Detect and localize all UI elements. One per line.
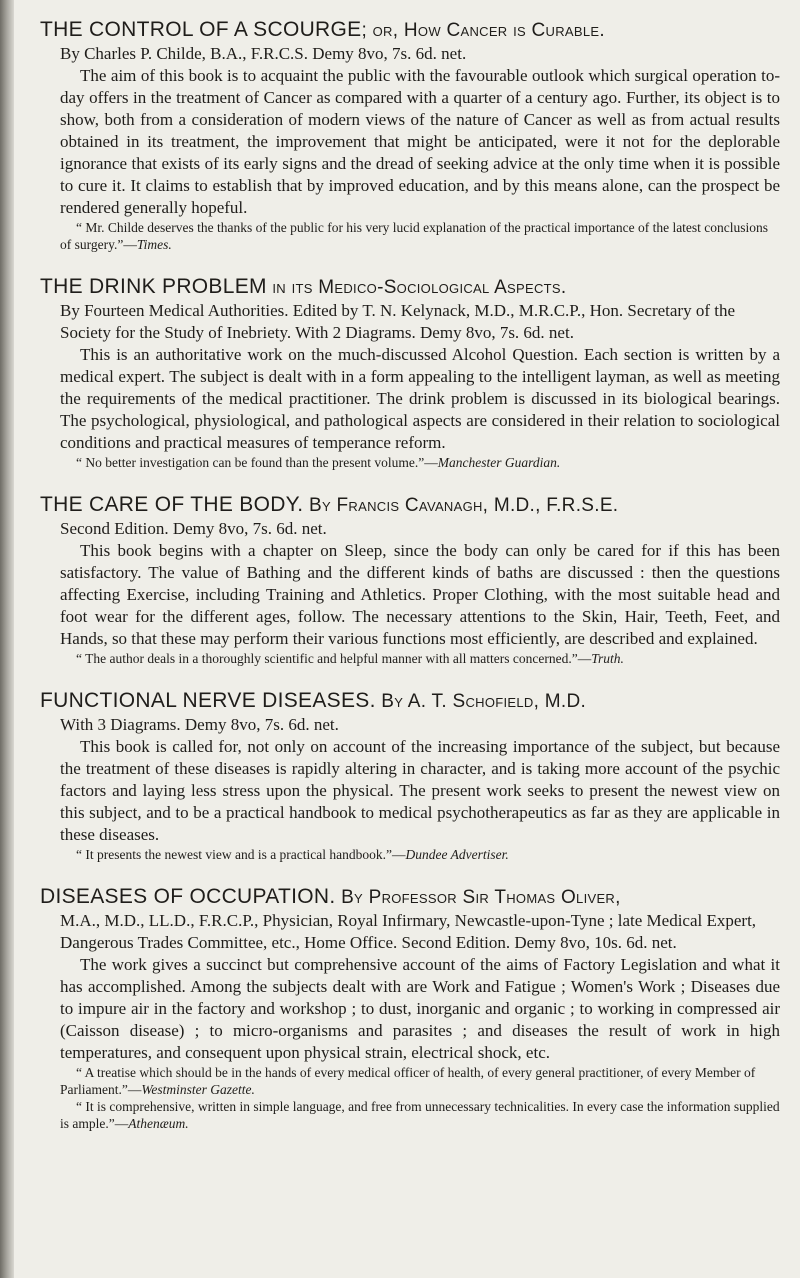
press-review [40,846,780,863]
book-heading [40,689,780,714]
book-byline: M.A., M.D., LL.D., F.R.C.P., Physician, Royal Infirmary, Newcastle-upon-Tyne ; late Medical Expert, Dangerous Trades Committee, etc., Home Office. Second Edition. Demy 8vo, 10s. 6d. net. [60,911,757,952]
book-description: The work gives a succinct but comprehensive account of the aims of Factory Legislation and what it has accomplished. Among the subjects dealt with are Work and Fatigue ; Women's Work ; Diseases due to impure air in the factory and workshop ; to dust, inorganic and organic ; to working in compressed air (Caisson disease) ; to micro-organisms and parasites ; and diseases the result of work in high temperatures, and consequent upon physical strain, electrical shock, etc. [60,955,780,1062]
book-entry-control-of-a-scourge [40,18,780,253]
press-review [40,650,780,667]
book-entry-functional-nerve-diseases [40,689,780,863]
review-quote: “ No better investigation can be found than the present volume.”— [76,455,438,470]
review-quote: “ It presents the newest view and is a practical handbook.”— [76,847,406,862]
book-author: By A. T. Schofield, M.D. [375,691,587,712]
review-source: Times. [136,237,172,252]
book-title: DISEASES OF OCCUPATION. [40,885,336,908]
book-heading [40,275,780,300]
book-heading [40,18,780,43]
review-source: Westminster Gazette. [141,1082,255,1097]
book-description: This book begins with a chapter on Sleep, since the body can only be cared for if this has been satisfactory. The value of Bathing and the different kinds of baths are discussed : then the questions affecting Exercise, including Training and Athletics. Proper Clothing, with the most suitable head and foot wear for the different ages, follow. The necessary attentions to the Skin, Hair, Teeth, Feet, and Hands, so that these may perform their various functions most efficiently, are described and explained. [60,541,780,648]
review-source: Athenæum. [128,1116,189,1131]
review-quote: “ A treatise which should be in the hands of every medical officer of health, of every general practitioner, of every Member of Parliament.”— [60,1065,756,1097]
review-source: Manchester Guardian. [437,455,561,470]
review-quote: “ The author deals in a thoroughly scientific and helpful manner with all matters concerned.”— [76,651,592,666]
book-subtitle: ; or, How Cancer is Curable. [361,20,605,41]
review-quote: “ It is comprehensive, written in simple language, and free from unnecessary technicalities. In every case the information supplied is ample.”— [60,1099,780,1131]
book-title: THE DRINK PROBLEM [40,275,267,298]
press-review [40,1098,780,1132]
book-title: THE CONTROL OF A SCOURGE [40,18,362,41]
book-entry-care-of-the-body [40,493,780,667]
book-byline: With 3 Diagrams. Demy 8vo, 7s. 6d. net. [60,715,339,734]
book-heading [40,885,780,910]
book-title: THE CARE OF THE BODY. [40,493,304,516]
book-title: FUNCTIONAL NERVE DISEASES. [40,689,376,712]
review-quote: “ Mr. Childe deserves the thanks of the public for his very lucid explanation of the practical importance of the latest conclusions of surgery.”— [60,220,769,252]
catalogue-page [40,18,780,1154]
review-source: Truth. [591,651,624,666]
book-entry-drink-problem [40,275,780,471]
press-review [40,454,780,471]
book-author: By Francis Cavanagh, M.D., F.R.S.E. [303,495,619,516]
book-byline: Second Edition. Demy 8vo, 7s. 6d. net. [60,519,327,538]
book-spine-shadow [0,0,14,1278]
book-description: The aim of this book is to acquaint the public with the favourable outlook which surgical operation to-day offers in the treatment of Cancer as compared with a quarter of a century ago. Further, its object is to show, both from a consideration of modern views of the nature of Cancer as well as from actual results obtained in its treatment, the improvement that might be anticipated, were it not for the deplorable ignorance that exists of its early signs and the dread of seeking advice at the only time when it is possible to cure it. It claims to establish that by improved education, and by this means alone, can the prospect be rendered generally hopeful. [60,66,780,217]
book-heading [40,493,780,518]
book-subtitle: in its Medico-Sociological Aspects. [266,277,567,298]
book-description: This is an authoritative work on the much-discussed Alcohol Question. Each section is written by a medical expert. The subject is dealt with in a form appealing to the intelligent layman, as well as meeting the requirements of the medical practitioner. The drink problem is discussed in its biological bearings. The psychological, physiological, and pathological aspects are considered in their relation to sociological conditions and practical measures of temperance reform. [60,345,780,452]
book-byline: By Charles P. Childe, B.A., F.R.C.S. Demy 8vo, 7s. 6d. net. [60,44,467,63]
book-entry-diseases-of-occupation [40,885,780,1132]
book-author: By Professor Sir Thomas Oliver, [335,887,621,908]
press-review [40,1064,780,1098]
press-review [40,219,780,253]
book-byline: By Fourteen Medical Authorities. Edited by T. N. Kelynack, M.D., M.R.C.P., Hon. Secretary of the Society for the Study of Inebriety. With 2 Diagrams. Demy 8vo, 7s. 6d. net. [60,301,736,342]
review-source: Dundee Advertiser. [405,847,509,862]
book-description: This book is called for, not only on account of the increasing importance of the subject, but because the treatment of these diseases is rapidly altering in character, and is taking more account of the psychic factors and laying less stress upon the physical. The present work seeks to present the newest view on this subject, and to be a practical handbook to medical psychotherapeutics as far as they are applicable in these diseases. [60,737,780,844]
